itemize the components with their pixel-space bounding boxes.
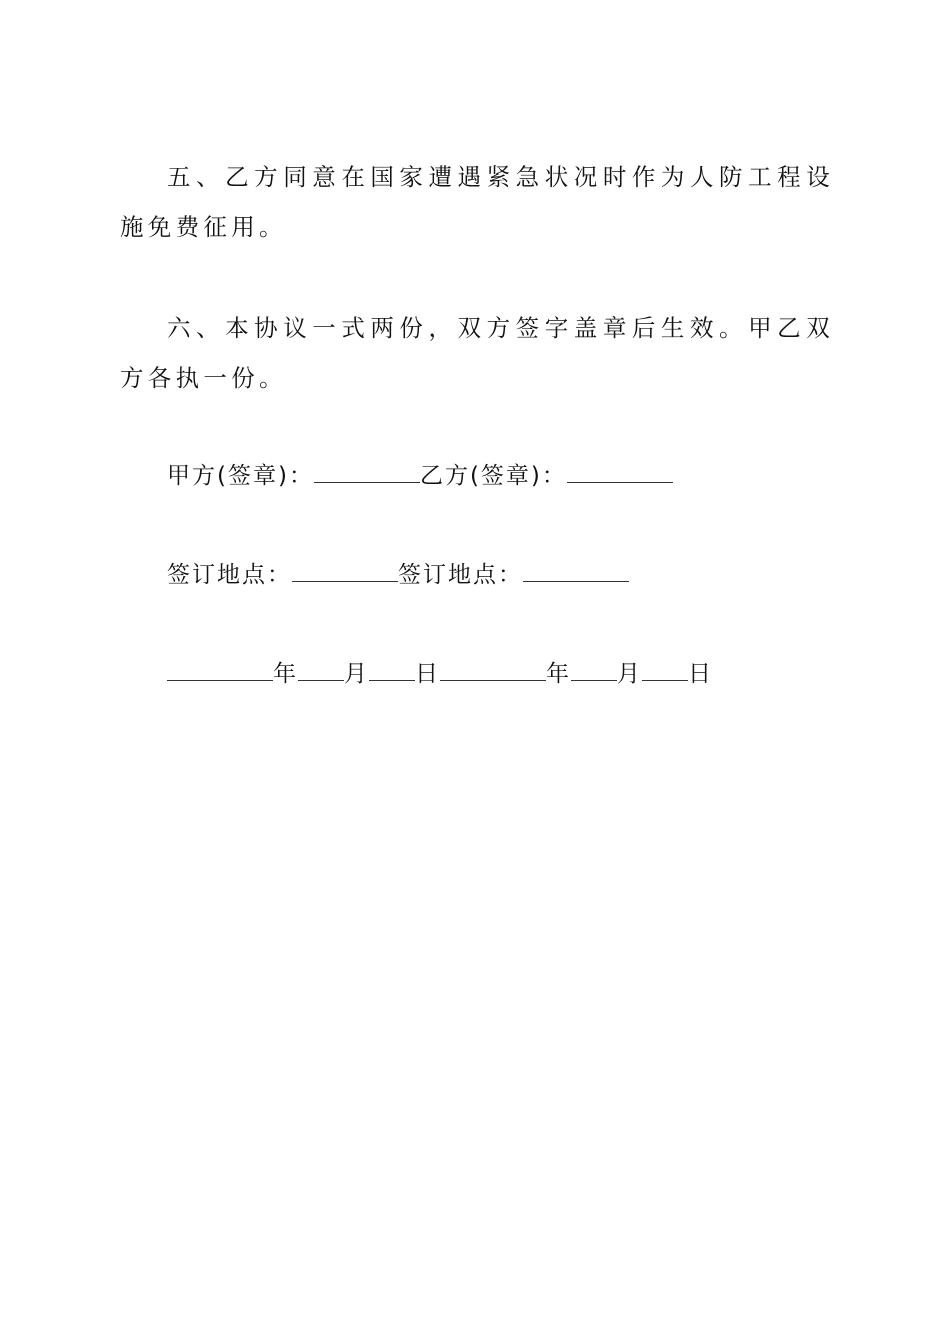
- date-a-month-label: 月: [344, 661, 369, 687]
- date-b-day-label: 日: [688, 661, 713, 687]
- party-b-signature-label: 乙方(签章)：: [419, 463, 567, 489]
- date-a-year-label: 年: [273, 661, 298, 687]
- date-b-year-label: 年: [546, 661, 571, 687]
- date-line: [167, 657, 713, 691]
- date-b-month-label: 月: [617, 661, 642, 687]
- place-a-blank[interactable]: [292, 559, 398, 582]
- party-a-signature-blank[interactable]: [314, 460, 420, 483]
- clause-six: 六、本协议一式两份，双方签字盖章后生效。甲乙双方各执一份。: [120, 314, 834, 392]
- signature-line: [167, 459, 673, 493]
- date-b-month-blank[interactable]: [571, 658, 617, 681]
- date-a-month-blank[interactable]: [298, 658, 344, 681]
- date-b-day-blank[interactable]: [642, 658, 688, 681]
- clause-five: 五、乙方同意在国家遭遇紧急状况时作为人防工程设施免费征用。: [120, 163, 834, 241]
- date-a-year-blank[interactable]: [167, 658, 273, 681]
- signing-place-line: [167, 558, 629, 592]
- party-b-signature-blank[interactable]: [567, 460, 673, 483]
- date-a-day-label: 日: [415, 661, 440, 687]
- place-b-blank[interactable]: [523, 559, 629, 582]
- party-a-signature-label: 甲方(签章)：: [167, 463, 314, 489]
- place-a-label: 签订地点：: [167, 562, 292, 588]
- date-b-year-blank[interactable]: [440, 658, 546, 681]
- place-b-label: 签订地点：: [398, 562, 523, 588]
- date-a-day-blank[interactable]: [369, 658, 415, 681]
